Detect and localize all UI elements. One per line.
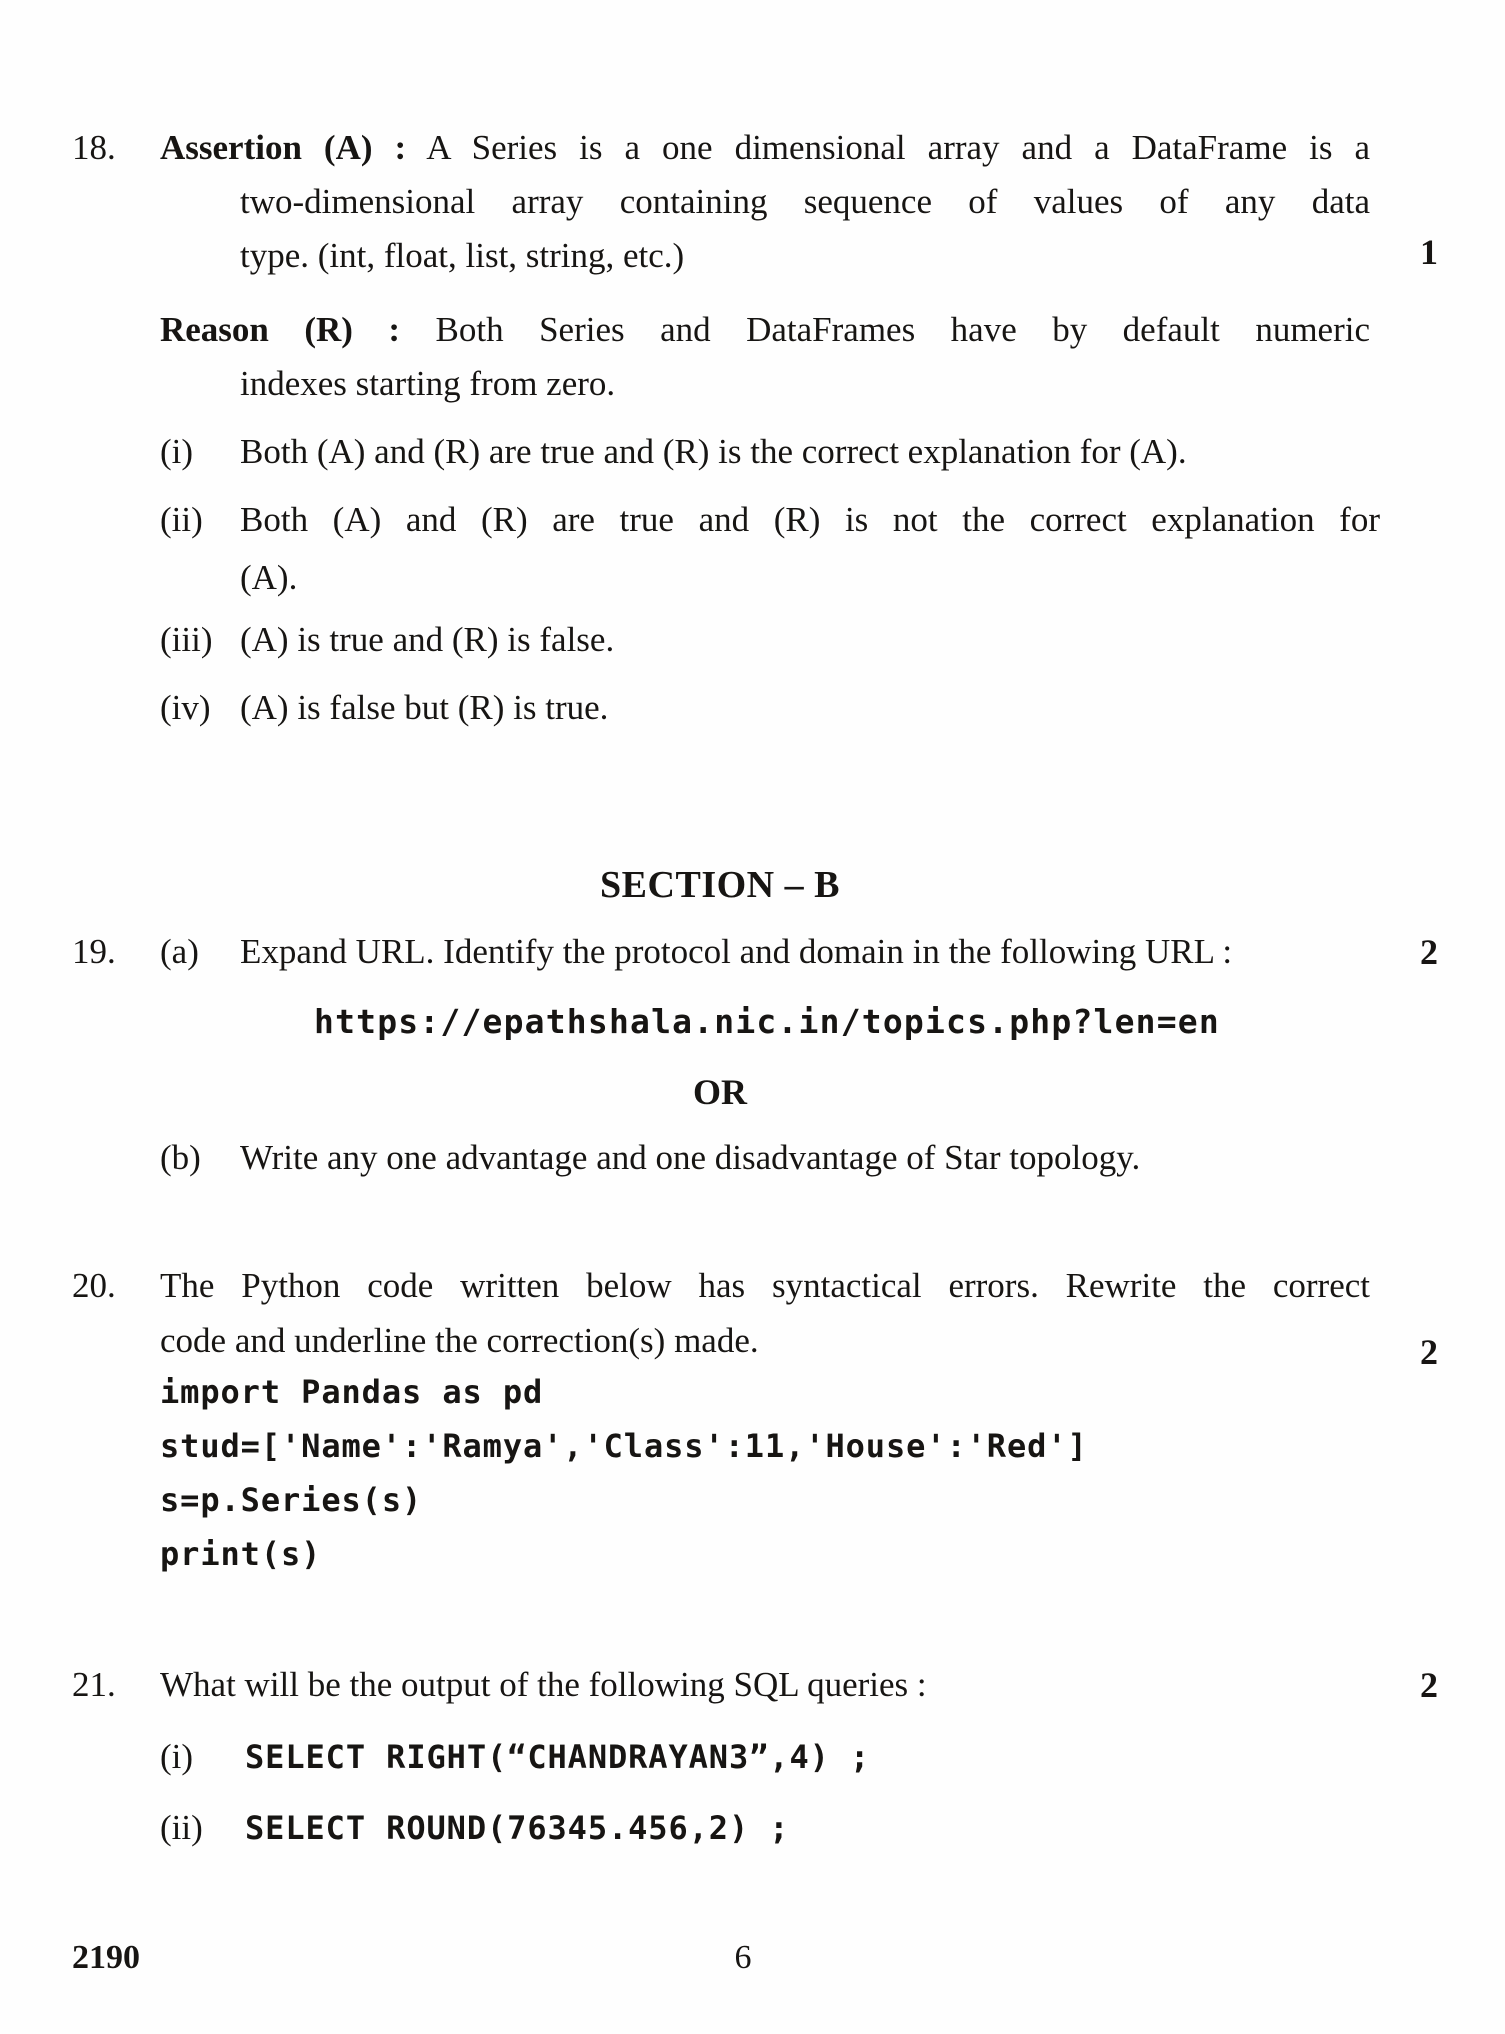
footer-booklet-code: 2190 — [72, 1939, 140, 1976]
python-code-line: stud=['Name':'Ramya','Class':11,'House':'Red'] — [160, 1427, 1088, 1465]
marks-badge-q20: 2 — [1420, 1332, 1438, 1372]
subquery-label-i: (i) — [160, 1737, 194, 1776]
option-i-text — [240, 425, 1380, 479]
assertion-line-3: type. (int, float, list, string, etc.) — [240, 236, 685, 275]
option-label-ii: (ii) — [160, 500, 203, 539]
sql-code-line: SELECT RIGHT(“CHANDRAYAN3”,4) ; — [245, 1738, 871, 1776]
python-code-block — [160, 1365, 1088, 1581]
option-label-iv: (iv) — [160, 688, 211, 727]
python-code-line: s=p.Series(s) — [160, 1481, 423, 1519]
q20-line-1: The Python code written below has syntactical errors. Rewrite the correct — [160, 1266, 1370, 1305]
marks-badge-q21: 2 — [1420, 1665, 1438, 1705]
option-label-iii: (iii) — [160, 620, 213, 659]
assertion-line-2: two-dimensional array containing sequence of values of any data — [240, 182, 1370, 221]
section-heading: SECTION – B — [600, 864, 840, 906]
part-b-label: (b) — [160, 1138, 201, 1177]
part-b-line: Write any one advantage and one disadvantage of Star topology. — [240, 1138, 1141, 1177]
question-number-20: 20. — [72, 1266, 116, 1305]
assertion-label: Assertion (A) : — [160, 128, 407, 167]
marks-badge-q18: 1 — [1420, 232, 1438, 272]
part-a-label: (a) — [160, 932, 199, 971]
question-number-21: 21. — [72, 1665, 116, 1704]
q20-line-2: code and underline the correction(s) made. — [160, 1321, 759, 1360]
q18-assertion-paragraph — [160, 121, 1370, 283]
or-separator: OR — [693, 1072, 747, 1112]
python-code-line: import Pandas as pd — [160, 1373, 544, 1411]
option-line: (A) is true and (R) is false. — [240, 620, 615, 659]
python-code-line: print(s) — [160, 1535, 322, 1573]
q21-text — [160, 1658, 1380, 1712]
footer-page-number: 6 — [734, 1939, 752, 1976]
reason-label: Reason (R) : — [160, 310, 401, 349]
subquery-label-ii: (ii) — [160, 1808, 203, 1847]
option-line: (A) is false but (R) is true. — [240, 688, 609, 727]
reason-line-1: Both Series and DataFrames have by default numeric — [435, 310, 1370, 349]
option-label-i: (i) — [160, 432, 194, 471]
reason-line-2: indexes starting from zero. — [240, 364, 616, 403]
question-number-19: 19. — [72, 932, 116, 971]
option-line: Both (A) and (R) are true and (R) is not the correct explanation for — [240, 500, 1380, 539]
option-line: Both (A) and (R) are true and (R) is the correct explanation for (A). — [240, 432, 1187, 471]
option-iii-text — [240, 613, 1380, 667]
part-b-text — [240, 1131, 1390, 1185]
option-line: (A). — [240, 558, 298, 597]
sql-code-line: SELECT ROUND(76345.456,2) ; — [245, 1809, 790, 1847]
option-ii-text — [240, 491, 1380, 607]
question-number-18: 18. — [72, 128, 116, 167]
part-a-text — [240, 925, 1390, 979]
q21-line: What will be the output of the following SQL queries : — [160, 1665, 927, 1704]
url-code: https://epathshala.nic.in/topics.php?len=en — [314, 1002, 1220, 1041]
q20-text — [160, 1258, 1370, 1368]
option-iv-text — [240, 681, 1380, 735]
part-a-line: Expand URL. Identify the protocol and domain in the following URL : — [240, 932, 1233, 971]
q18-reason-paragraph — [160, 303, 1370, 411]
assertion-line-1: A Series is a one dimensional array and a DataFrame is a — [426, 128, 1370, 167]
marks-badge-q19: 2 — [1420, 932, 1438, 972]
